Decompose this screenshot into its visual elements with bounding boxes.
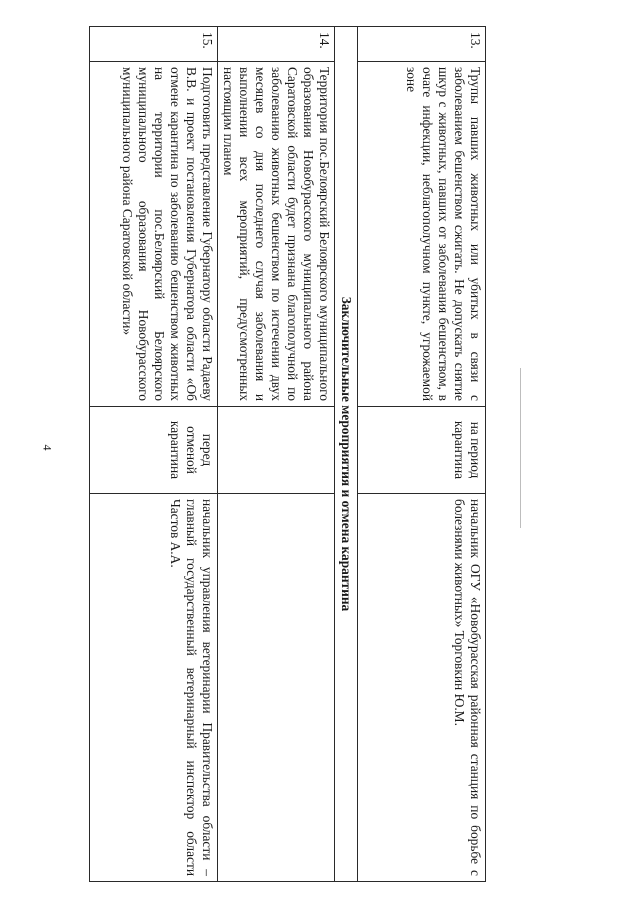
measures-table: [89, 26, 486, 882]
row-number: 13.: [358, 27, 486, 62]
document-table-rotated: [94, 26, 486, 882]
row-description: Подготовить представление Губернатору области Радаеву В.В. и проект постановления Губернатора области «Об отмене карантина по заболеванию бешенством животных на территории пос.Белоярский Белоярского муниципального образования Новобурасского муниципального района Саратовской области»: [90, 62, 218, 407]
section-title: Заключительные мероприятия и отмена карантина: [335, 27, 358, 882]
row-term: [218, 407, 335, 494]
page-number: 4: [40, 444, 55, 451]
row-responsible: начальник управления ветеринарии Правительства области – главный государственный ветеринарный инспектор области Частов А.А.: [90, 494, 218, 882]
table-row: [90, 27, 218, 882]
row-responsible: [218, 494, 335, 882]
table-row: [358, 27, 486, 882]
row-term: на период карантина: [358, 407, 486, 494]
section-header-row: [335, 27, 358, 882]
row-number: 14.: [218, 27, 335, 62]
table-row: [218, 27, 335, 882]
divider-line: [520, 368, 521, 528]
row-responsible: начальник ОГУ «Новобурасская районная станция по борьбе с болезнями животных» Торговкин Ю.М.: [358, 494, 486, 882]
row-term: перед отменой карантина: [90, 407, 218, 494]
row-description: Территория пос.Белоярский Белоярского муниципального образования Новобурасского муниципального района Саратовской области будет признана благополучной по заболеванию животных бешенством по истечении двух месяцев со дня последнего случая заболевания и выполнении всех мероприятий, предусмотренных настоящим планом: [218, 62, 335, 407]
row-description: Трупы павших животных или убитых в связи с заболеванием бешенством сжигать. Не допускать снятие шкур с животных, павших от заболевания бешенством, в очаге инфекции, неблагополучном пункте, угрожаемой зоне: [358, 62, 486, 407]
row-number: 15.: [90, 27, 218, 62]
